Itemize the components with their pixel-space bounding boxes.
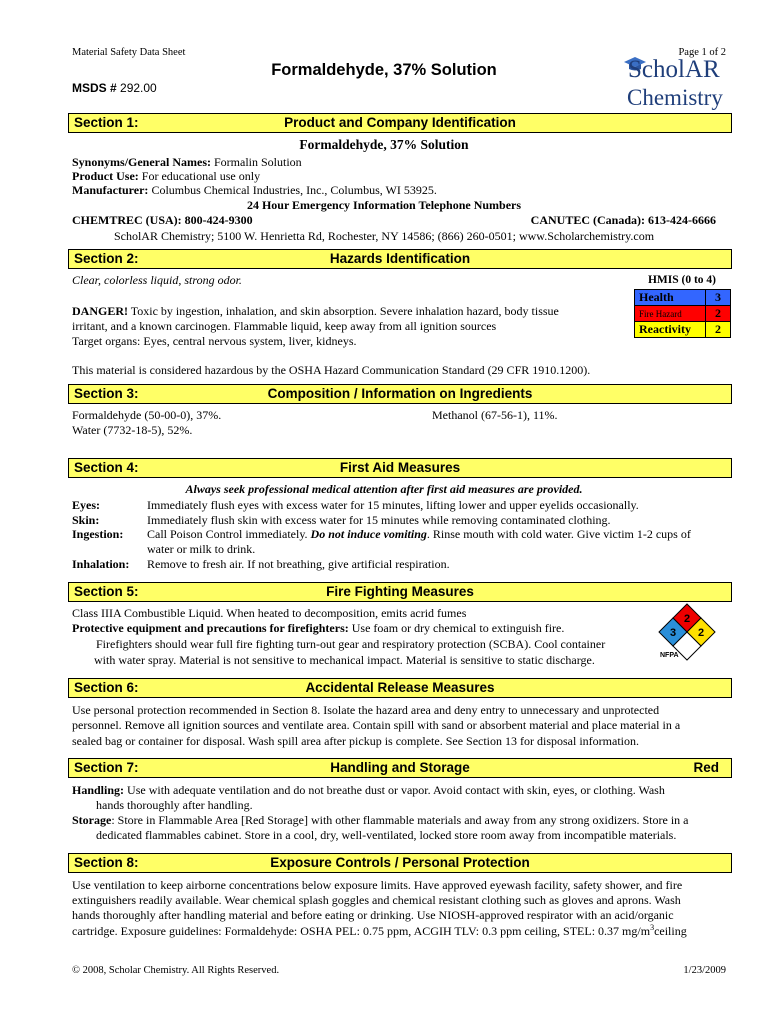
section-number: Section 7: [74, 760, 139, 775]
hmis-table [634, 289, 731, 338]
section-7-header [68, 758, 732, 778]
danger-line-1 [72, 304, 559, 319]
section-title: Accidental Release Measures [305, 680, 495, 695]
section-title: Hazards Identification [329, 251, 471, 266]
hmis-label: Fire Hazard [635, 306, 706, 322]
section-3-header [68, 384, 732, 404]
superscript: 3 [650, 923, 655, 932]
product-use-label: Product Use: [72, 169, 139, 183]
section-number: Section 5: [74, 584, 139, 599]
section-5-header [68, 582, 732, 602]
eyes-label: Eyes: [72, 498, 100, 512]
section-number: Section 4: [74, 460, 139, 475]
release-line: personnel. Remove all ignition sources and ventilate area. Contain spill with sand or absorbent material and place material in a [72, 718, 681, 732]
ingredient: Formaldehyde (50-00-0), 37%. [72, 408, 222, 422]
ingredient: Methanol (67-56-1), 11%. [432, 408, 558, 422]
manufacturer-value: Columbus Chemical Industries, Inc., Columbus, WI 53925. [151, 183, 437, 197]
manufacturer-label: Manufacturer: [72, 183, 149, 197]
hmis-label: Health [635, 290, 706, 306]
eyes-text: Immediately flush eyes with excess water for 15 minutes, lifting lower and upper eyelids occasionally. [147, 498, 639, 512]
msds-label: MSDS # [72, 81, 117, 95]
ingestion-label: Ingestion: [72, 527, 124, 541]
storage-color: Red [693, 760, 719, 775]
copyright: © 2008, Scholar Chemistry. All Rights Reserved. [72, 965, 280, 976]
handling [72, 783, 665, 798]
msds-value: 292.00 [120, 81, 157, 95]
target-organs: Target organs: Eyes, central nervous system, liver, kidneys. [72, 334, 357, 348]
skin-text: Immediately flush skin with excess water for 15 minutes while removing contaminated clothing. [147, 513, 611, 527]
exposure-guidelines [72, 923, 687, 939]
logo-chemistry: Chemistry [627, 85, 723, 110]
inhalation-text: Remove to fresh air. If not breathing, give artificial respiration. [147, 557, 450, 571]
ingestion-warning: Do not induce vomiting [310, 527, 427, 541]
appearance: Clear, colorless liquid, strong odor. [72, 273, 242, 287]
section-title: Handling and Storage [330, 760, 470, 775]
scholar-logo [624, 52, 736, 112]
inhalation-label: Inhalation: [72, 557, 130, 571]
section-title: Exposure Controls / Personal Protection [270, 855, 530, 870]
canutec-phone: CANUTEC (Canada): 613-424-6666 [530, 213, 716, 227]
ingredient: Water (7732-18-5), 52%. [72, 423, 193, 437]
page-number: Page 1 of 2 [678, 47, 726, 58]
ingestion-text-2: water or milk to drink. [147, 542, 256, 556]
synonyms [72, 155, 302, 170]
danger-label: DANGER! [72, 304, 128, 318]
nfpa-diamond [656, 602, 718, 664]
hmis-row [635, 290, 731, 306]
section-4-header [68, 458, 732, 478]
ppe-text: Use foam or dry chemical to extinguish fire. [348, 621, 565, 635]
exposure-text-end: ceiling [654, 924, 687, 938]
ppe-label: Protective equipment and precautions for firefighters: [72, 621, 349, 635]
chemtrec-phone: CHEMTREC (USA): 800-424-9300 [72, 213, 253, 227]
nfpa-reactivity: 2 [697, 627, 705, 639]
skin-label: Skin: [72, 513, 100, 527]
hmis-row [635, 306, 731, 322]
revision-date: 1/23/2009 [683, 965, 726, 976]
section-number: Section 2: [74, 251, 139, 266]
synonyms-value: Formalin Solution [214, 155, 302, 169]
handling-2: hands thoroughly after handling. [96, 798, 253, 812]
section-2-header [68, 249, 732, 269]
section-number: Section 3: [74, 386, 139, 401]
product-name: Formaldehyde, 37% Solution [299, 137, 469, 152]
fire-class: Class IIIA Combustible Liquid. When heated to decomposition, emits acrid fumes [72, 606, 467, 620]
hmis-value: 3 [706, 290, 731, 306]
release-line: Use personal protection recommended in Section 8. Isolate the hazard area and deny entry to unnecessary and unprotected [72, 703, 660, 717]
emergency-heading: 24 Hour Emergency Information Telephone Numbers [246, 198, 522, 212]
nfpa-fire: 2 [683, 613, 691, 625]
nfpa-health: 3 [669, 627, 677, 639]
section-title: First Aid Measures [339, 460, 461, 475]
hmis-title: HMIS (0 to 4) [647, 274, 717, 286]
section-8-header [68, 853, 732, 873]
section-title: Product and Company Identification [284, 115, 516, 130]
synonyms-label: Synonyms/General Names: [72, 155, 211, 169]
storage [72, 813, 689, 828]
exposure-line: extinguishers readily available. Wear chemical splash goggles and chemical resistant clothing such as gloves and aprons. Wash [72, 893, 681, 907]
section-1-header [68, 113, 732, 133]
firefighter-ppe [72, 621, 564, 636]
handling-text: Use with adequate ventilation and do not breathe dust or vapor. Avoid contact with skin, eyes, or clothing. Wash [124, 783, 665, 797]
sensitivity: with water spray. Material is not sensitive to mechanical impact. Material is sensitive to static discharge. [94, 653, 595, 667]
company-address: ScholAR Chemistry; 5100 W. Henrietta Rd, Rochester, NY 14586; (866) 260-0501; www.Scholarchemistry.com [113, 229, 655, 243]
hmis-row [635, 322, 731, 338]
product-use-value: For educational use only [141, 169, 261, 183]
manufacturer [72, 183, 437, 198]
release-line: sealed bag or container for disposal. Wash spill area after pickup is complete. See Section 13 for disposal information. [72, 734, 639, 748]
storage-text: : Store in Flammable Area [Red Storage] with other flammable materials and away from any strong oxidizers. Store in a [111, 813, 689, 827]
osha-statement: This material is considered hazardous by the OSHA Hazard Communication Standard (29 CFR 1910.1200). [72, 363, 591, 377]
exposure-line: Use ventilation to keep airborne concentrations below exposure limits. Have approved eyewash facility, safety shower, and fire [72, 878, 683, 892]
danger-text: Toxic by ingestion, inhalation, and skin absorption. Severe inhalation hazard, body tissue [128, 304, 559, 318]
exposure-line: hands thoroughly after handling material and before eating or drinking. Use NIOSH-approved respirator with an acid/organic [72, 908, 674, 922]
hmis-value: 2 [706, 306, 731, 322]
page-title: Formaldehyde, 37% Solution [271, 61, 497, 79]
section-6-header [68, 678, 732, 698]
msds-number [72, 81, 157, 95]
ingestion-part: . Rinse mouth with cold water. Give victim 1-2 cups of [426, 527, 691, 541]
section-title: Fire Fighting Measures [326, 584, 474, 599]
doc-type: Material Safety Data Sheet [72, 47, 186, 58]
section-number: Section 8: [74, 855, 139, 870]
hmis-value: 2 [706, 322, 731, 338]
logo-scholar: ScholAR [628, 56, 720, 83]
ingestion-part: Call Poison Control immediately. [147, 527, 311, 541]
nfpa-label: NFPA [660, 652, 679, 659]
section-number: Section 6: [74, 680, 139, 695]
danger-line-2: irritant, and a known carcinogen. Flammable liquid, keep away from all ignition sources [72, 319, 497, 333]
exposure-text: cartridge. Exposure guidelines: Formaldehyde: OSHA PEL: 0.75 ppm, ACGIH TLV: 0.3 ppm ceiling, STEL: 0.37 mg/m [72, 924, 651, 938]
section-number: Section 1: [74, 115, 139, 130]
storage-2: dedicated flammables cabinet. Store in a cool, dry, well-ventilated, locked store room away from incompatible materials. [96, 828, 677, 842]
hmis-label: Reactivity [635, 322, 706, 338]
first-aid-note: Always seek professional medical attention after first aid measures are provided. [185, 482, 583, 496]
handling-label: Handling: [72, 783, 125, 797]
firefighter-gear: Firefighters should wear full fire fighting turn-out gear and respiratory protection (SCBA). Cool container [96, 637, 606, 651]
product-use [72, 169, 260, 184]
storage-label: Storage [72, 813, 112, 827]
ingestion-text [147, 527, 691, 542]
section-title: Composition / Information on Ingredients [267, 386, 533, 401]
